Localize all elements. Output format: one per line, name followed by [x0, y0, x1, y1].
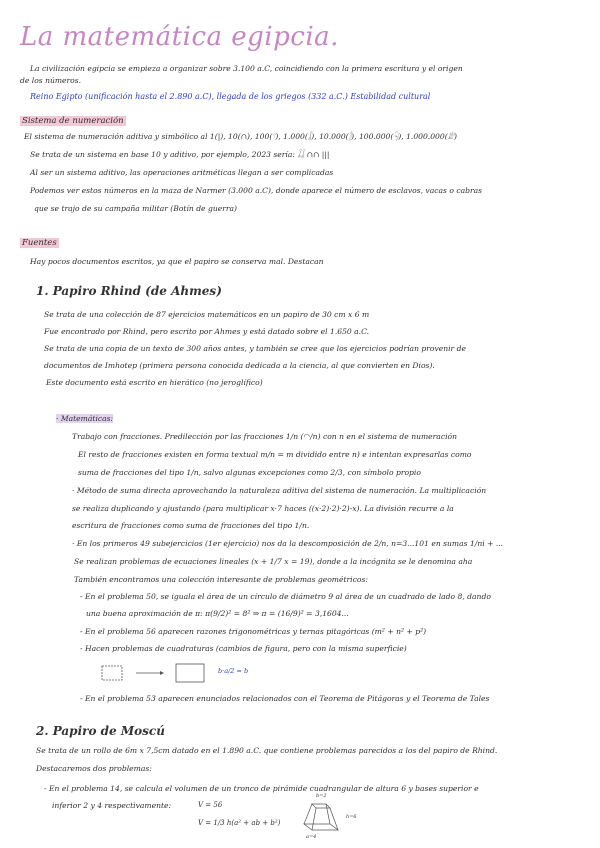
sistema-line-2: Se trata de un sistema en base 10 y aditivo, por ejemplo, 2023 sería: 𓆼𓆼 ∩∩ |||	[30, 150, 330, 159]
mat-line-2: El resto de fracciones existen en forma textual m/n = m dividido entre n) e intentan expresarlas como	[78, 450, 472, 459]
mat-line-6: escritura de fracciones como suma de fracciones del tipo 1/n.	[72, 521, 310, 530]
subtitle-rhind: 1. Papiro Rhind (de Ahmes)	[36, 284, 222, 298]
rhind-line-5: Este documento está escrito en hierático (no jeroglífico)	[46, 378, 263, 387]
frustum-sketch	[300, 800, 344, 836]
intro-line-2: de los números.	[20, 76, 82, 85]
rhind-line-3: Se trata de una copia de un texto de 300 años antes, y también se cree que los ejercicios podrían provenir de	[44, 344, 466, 353]
mat-line-7: · En los primeros 49 subejercicios (1er ejercicio) nos da la descomposición de 2/n, n=3...101 en sumas 1/ni + ...	[72, 539, 504, 548]
rhind-line-1: Se trata de una colección de 87 ejercicios matemáticos en un papiro de 30 cm x 6 m	[44, 310, 370, 319]
subtitle-moscu: 2. Papiro de Moscú	[36, 724, 165, 738]
sistema-line-3: Al ser un sistema aditivo, las operaciones aritméticas llegan a ser complicadas	[30, 168, 334, 177]
moscu-line-1: Se trata de un rollo de 6m x 7,5cm datado en el 1.890 a.C. que contiene problemas parecidos a los del papiro de Rhind.	[36, 746, 498, 755]
geo-line-5: - En el problema 53 aparecen enunciados relacionados con el Teorema de Pitágoras y el Teorema de Tales	[80, 694, 490, 703]
sistema-line-5: que se trajo de su campaña militar (Botín de guerra)	[34, 204, 237, 213]
section-header-sistema: Sistema de numeración	[22, 116, 124, 126]
sistema-line-1: El sistema de numeración aditiva y simbólico al 1(|), 10(∩), 100(𓍢), 1.000(𓆼), 10.000(𓂭), 100.000(𓆐), 1.000.000(𓁨)	[24, 132, 458, 141]
rhind-line-4: documentos de Imhotep (primera persona conocida dedicada a la ciencia, al que convierten en Dios).	[44, 361, 435, 370]
frustum-bottom-label: a=4	[306, 834, 317, 840]
rhind-line-2: Fue encontrado por Rhind, pero escrito por Ahmes y está datado sobre el 1.650 a.C.	[44, 327, 370, 336]
page-title: La matemática egipcia.	[20, 22, 339, 52]
geo-line-4: - Hacen problemas de cuadraturas (cambios de figura, pero con la misma superficie)	[80, 644, 407, 653]
section-header-fuentes: Fuentes	[22, 238, 57, 248]
moscu-line-2: Destacaremos dos problemas:	[36, 764, 152, 773]
mat-line-5: se realiza duplicando y ajustando (para multiplicar x·7 haces ((x·2)·2)·2)-x). La división recurre a la	[72, 504, 454, 513]
moscu-line-3: - En el problema 14, se calcula el volumen de un tronco de pirámide cuadrangular de altura 6 y bases superior e	[44, 784, 479, 793]
frustum-top-label: b=2	[316, 793, 327, 799]
mat-line-1: Trabajo con fracciones. Predilección por las fracciones 1/n (◠/n) con n en el sistema de numeración	[72, 432, 457, 441]
volume-formula: V = 1/3 h(a² + ab + b²)	[198, 819, 281, 827]
mat-line-8: Se realizan problemas de ecuaciones lineales (x + 1/7 x = 19), donde a la incógnita se le denomina aha	[74, 557, 473, 566]
mat-line-3: suma de fracciones del tipo 1/n, salvo algunas excepciones como 2/3, con símbolo propio	[78, 468, 421, 477]
intro-line-3: Reino Egipto (unificación hasta el 2.890 a.C), llegada de los griegos (332 a.C.) Estabilidad cultural	[30, 92, 431, 101]
fuentes-line-1: Hay pocos documentos escritos, ya que el papiro se conserva mal. Destacan	[30, 257, 324, 266]
geo-line-3: - En el problema 56 aparecen razones trigonométricas y ternas pitagóricas (m² + n² + p²)	[80, 627, 427, 636]
mat-line-9: También encontramos una colección interesante de problemas geométricos:	[74, 575, 368, 584]
matematicas-header: · Matemáticas:	[56, 414, 114, 423]
quadrature-sketch	[96, 658, 236, 690]
volume-value: V = 56	[198, 801, 223, 809]
quadrature-label: b·a/2 = b	[218, 667, 249, 675]
mat-line-4: · Método de suma directa aprovechando la naturaleza aditiva del sistema de numeración. La multiplicación	[72, 486, 487, 495]
geo-line-1: - En el problema 50, se iguala el área de un círculo de diámetro 9 al área de un cuadrado de lado 8, dando	[80, 592, 491, 601]
sistema-line-4: Podemos ver estos números en la maza de Narmer (3.000 a.C), donde aparece el número de esclavos, vacas o cabras	[30, 186, 483, 195]
frustum-height-label: h=6	[346, 814, 357, 820]
moscu-line-4: inferior 2 y 4 respectivamente:	[52, 801, 172, 810]
intro-line-1: La civilización egipcia se empieza a organizar sobre 3.100 a.C, coincidiendo con la primera escritura y el origen	[30, 64, 463, 73]
geo-line-2: una buena aproximación de π: π(9/2)² = 8² ⇒ π = (16/9)² = 3,1604...	[86, 609, 349, 618]
